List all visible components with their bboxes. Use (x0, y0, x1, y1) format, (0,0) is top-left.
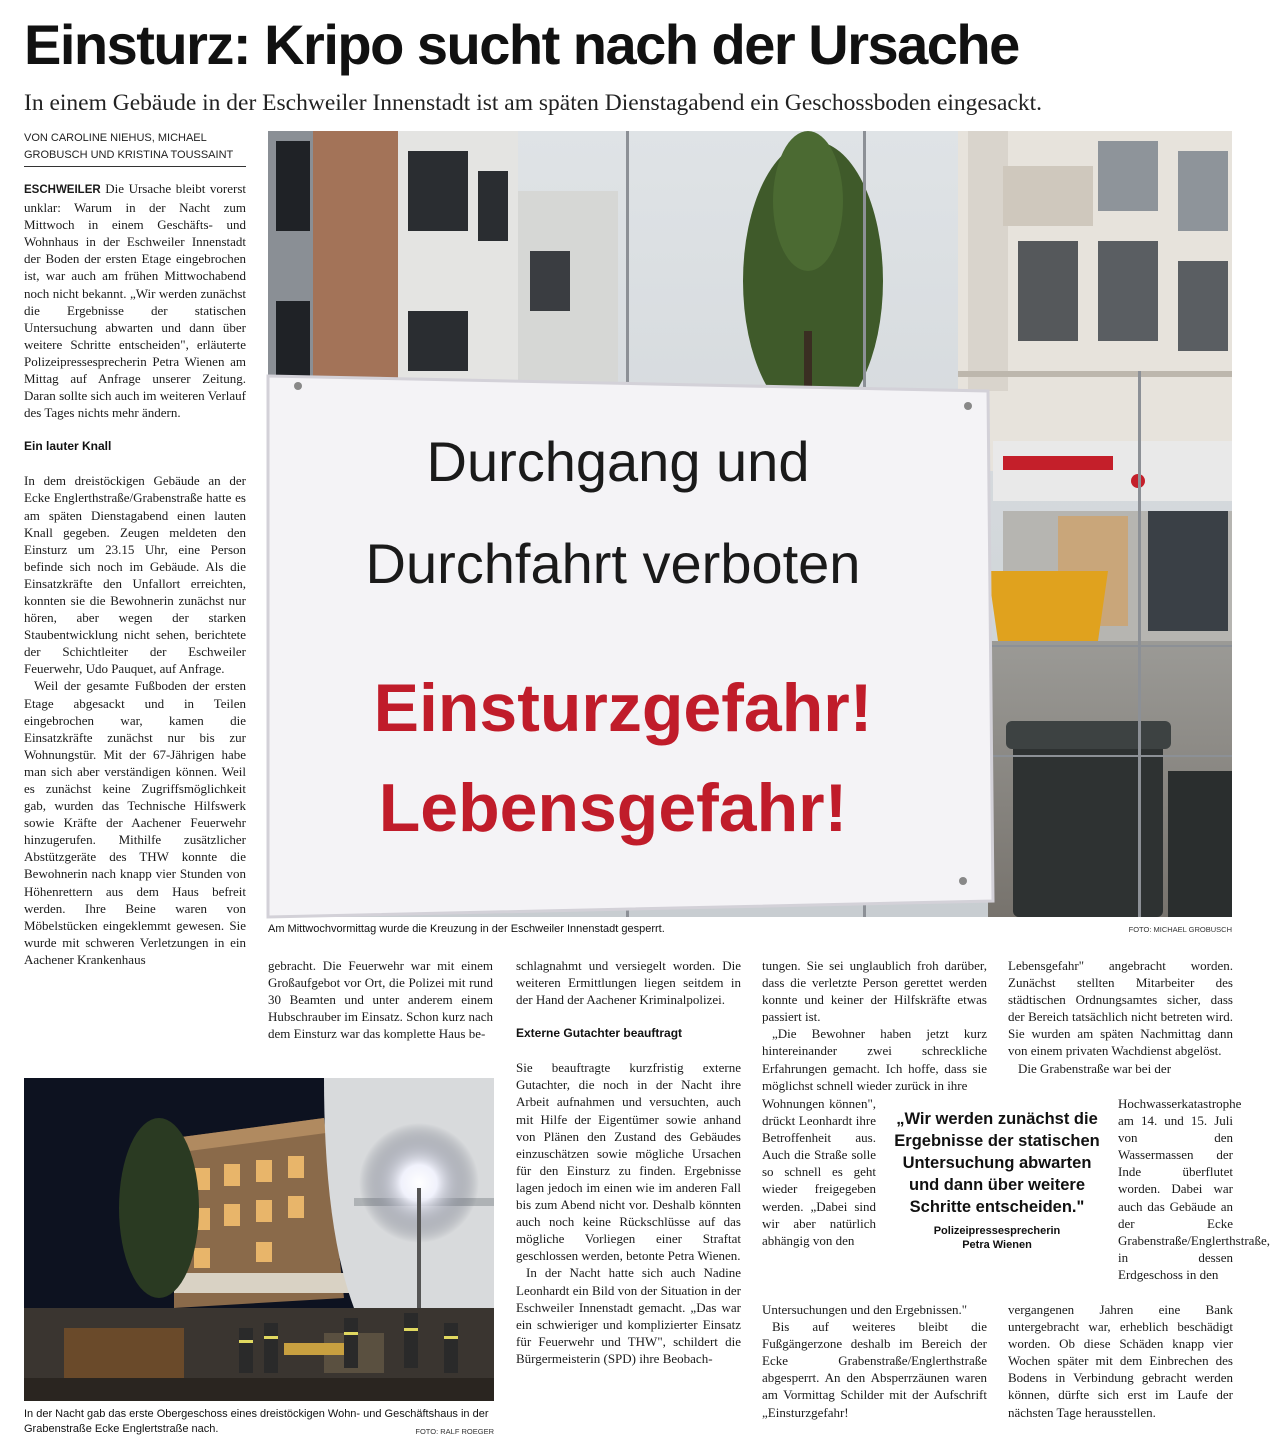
pull-quote-source (892, 1224, 1102, 1252)
dateline: ESCHWEILER (24, 184, 101, 196)
col2-paragraph-1: gebracht. Die Feuerwehr war mit einem Großaufgebot vor Ort, die Polizei mit rund 30 Beamten und unter anderem einem Hubschrauber im Einsatz. Schon kurz nach dem Einsturz war das komplette Haus be- (268, 958, 493, 1042)
sign-line-2: Durchfahrt verboten (365, 532, 861, 595)
night-photo (24, 1078, 494, 1401)
night-photo-caption (24, 1407, 494, 1438)
main-photo (268, 131, 1232, 917)
column-1 (24, 180, 246, 1060)
column-4-narrow (762, 1095, 876, 1301)
byline-line-1: VON CAROLINE NIEHUS, MICHAEL (24, 132, 207, 144)
col1-paragraph-1 (24, 180, 246, 421)
sign-line-1: Durchgang und (426, 430, 810, 493)
column-4-top (762, 957, 987, 1095)
col5-paragraph-1: Lebensgefahr" angebracht worden. Zunächst stellten Mitarbeiter des städtischen Ordnungsamtes sicher, dass der Bereich tatsächlich nicht betreten wird. Sie wurden am späten Nachmittag dann von einem privaten Wachdienst abgelöst. (1008, 958, 1233, 1059)
main-photo-svg (268, 131, 1232, 917)
headline: Einsturz: Kripo sucht nach der Ursache (24, 13, 1019, 76)
col4-paragraph-1: tungen. Sie sei unglaublich froh darüber, dass die verletzte Person gerettet werden konnte und keiner der Hilfskräfte etwas passiert ist. (762, 958, 987, 1025)
pull-quote-role: Polizeipressesprecherin (933, 1225, 1061, 1237)
subheadline: In einem Gebäude in der Eschweiler Innenstadt ist am späten Dienstagabend ein Geschossboden eingesackt. (24, 90, 1043, 116)
col3-paragraph-2: Sie beauftragte kurzfristig externe Gutachter, die noch in der Nacht ihre Arbeit aufnahmen und versuchten, auch mit Hilfe der Eigentümer sowie anhand von Plänen den Zustand des Gebäudes einzuschätzen sowie mögliche Ursachen für den Einsturz zu finden. Ergebnisse lagen jedoch im einen wie im anderen Fall bis zum Abend nicht vor. Deshalb könnten auch noch keine Rückschlüsse auf das mögliche Vorliegen einer Straftat geschlossen werden, betonte Petra Wienen. (516, 1060, 741, 1264)
night-photo-credit: FOTO: RALF ROEGER (415, 1427, 494, 1436)
column-5-top (1008, 957, 1233, 1095)
col1-paragraph-3: Weil der gesamte Fußboden der ersten Etage abgesackt und in Teilen eingebrochen war, kamen die Einsatzkräfte zunächst nur bis zur Wohnungstür. Mit der 67-Jährigen habe man sich aber verständigen können. Weil es zunächst keine Zugriffsmöglichkeit gab, wurden das Technische Hilfswerk sowie Kräfte der Aachener Feuerwehr hinzugerufen. Mithilfe zusätzlicher Abstützgeräte des THW konnte die Bewohnerin nach knapp vier Stunden von Höhenrettern aus dem Haus befreit werden. Ihre Beine waren von Möbelstücken eingeklemmt gewesen. Sie wurde mit schweren Verletzungen in ein Aachener Krankenhaus (24, 678, 246, 967)
column-5-narrow (1118, 1095, 1270, 1301)
col4-paragraph-3: Untersuchungen und den Ergebnissen." (762, 1302, 968, 1317)
main-photo-caption: Am Mittwochvormittag wurde die Kreuzung in der Eschweiler Innenstadt gesperrt. (268, 923, 665, 935)
col4-paragraph-2: „Die Bewohner haben jetzt kurz hintereinander zwei schreckliche Erfahrungen gemacht. Ich hoffe, dass sie möglichst schnell wieder zurück in ihre (762, 1026, 987, 1093)
column-5-bottom (1008, 1301, 1233, 1441)
subheading-external-experts: Externe Gutachter beauftragt (516, 1026, 683, 1041)
byline-line-2: GROBUSCH UND KRISTINA TOUSSAINT (24, 149, 234, 161)
pull-quote-text: „Wir werden zunächst die Ergebnisse der statischen Untersuchung abwarten und dann über weitere Schritte entscheiden." (894, 1110, 1100, 1216)
main-photo-credit: FOTO: MICHAEL GROBUSCH (1128, 925, 1232, 934)
warning-line-2: Lebensgefahr! (378, 770, 848, 846)
col4-narrow-text: Wohnungen können", drückt Leonhardt ihre Betroffenheit aus. Auch die Straße solle so schnell es geht wieder freigegeben werden. „Dabei sind wir aber natürlich abhängig von den (762, 1096, 876, 1248)
pull-quote (892, 1108, 1102, 1252)
col1-p1-text: Die Ursache bleibt vorerst unklar: Warum in der Nacht zum Mittwoch in einem Geschäfts- und Wohnhaus in der Eschweiler Innenstadt der Boden der ersten Etage eingebrochen ist, war auch am frühen Mittwochabend noch nicht bekannt. „Wir werden zunächst die Ergebnisse der statischen Untersuchung abwarten und dann über weitere Schritte entscheiden", erläuterte Polizeipressesprecherin Petra Wienen am Mittag auf Anfrage unserer Zeitung. Daran sollte sich auch im weiteren Verlauf des Tages nichts mehr ändern. (24, 181, 247, 421)
col4-paragraph-4: Bis auf weiteres bleibt die Fußgängerzone deshalb im Bereich der Ecke Grabenstraße/Englerthstraße abgesperrt. An den Absperrzäunen waren am Vormittag Schilder mit der Aufschrift „Einsturzgefahr! (762, 1319, 987, 1420)
night-photo-caption-text: In der Nacht gab das erste Obergeschoss eines dreistöckigen Wohn- und Geschäftshaus in der Grabenstraße Ecke Englertstraße nach. (24, 1408, 489, 1435)
column-3 (516, 957, 741, 1441)
night-photo-svg (24, 1078, 494, 1401)
pull-quote-name: Petra Wienen (962, 1239, 1032, 1251)
col3-paragraph-3: In der Nacht hatte sich auch Nadine Leonhardt ein Bild von der Situation in der Eschweiler Innenstadt gemacht. „Das war ein schwieriger und komplizierter Einsatz für Feuerwehr und THW", schildert die Bürgermeisterin (SPD) ihre Beobach- (516, 1265, 741, 1366)
col1-paragraph-2: In dem dreistöckigen Gebäude an der Ecke Englerthstraße/Grabenstraße hatte es am späten Dienstagabend einen lauten Knall gegeben. Zeugen meldeten den Einsturz um 23.15 Uhr, eine Person befinde sich noch im Gebäude. Als die Einsatzkräfte den Unfallort erreichten, konnten sie die Bewohnerin zunächst nur hören, aber wegen der starken Staubentwicklung nicht sehen, berichtete der Schichtleiter der Eschweiler Feuerwehr, Udo Pauquet, auf Anfrage. (24, 473, 246, 677)
col5-narrow-text: Hochwasserkatastrophe am 14. und 15. Juli von den Wassermassen der Inde überflutet worden. Dabei war auch das Gebäude an der Ecke Grabenstraße/Englerthstraße, in dessen Erdgeschoss in den (1118, 1096, 1270, 1282)
column-2 (268, 957, 493, 1067)
col3-paragraph-1: schlagnahmt und versiegelt worden. Die weiteren Ermittlungen liegen seitdem in der Hand der Aachener Kriminalpolizei. (516, 958, 741, 1008)
warning-line-1: Einsturzgefahr! (373, 670, 873, 746)
column-4-bottom (762, 1301, 987, 1441)
col5-paragraph-2-end: vergangenen Jahren eine Bank untergebracht war, erheblich beschädigt worden. Ob diese Schäden knapp vier Wochen später mit dem Einbrechen des Bodens in Verbindung gebracht werden können, dürfte sich erst im Laufe der nächsten Tage herausstellen. (1008, 1302, 1233, 1420)
subheading-loud-bang: Ein lauter Knall (24, 439, 112, 454)
byline (24, 130, 246, 167)
col5-paragraph-2-start: Die Grabenstraße war bei der (1018, 1060, 1172, 1076)
